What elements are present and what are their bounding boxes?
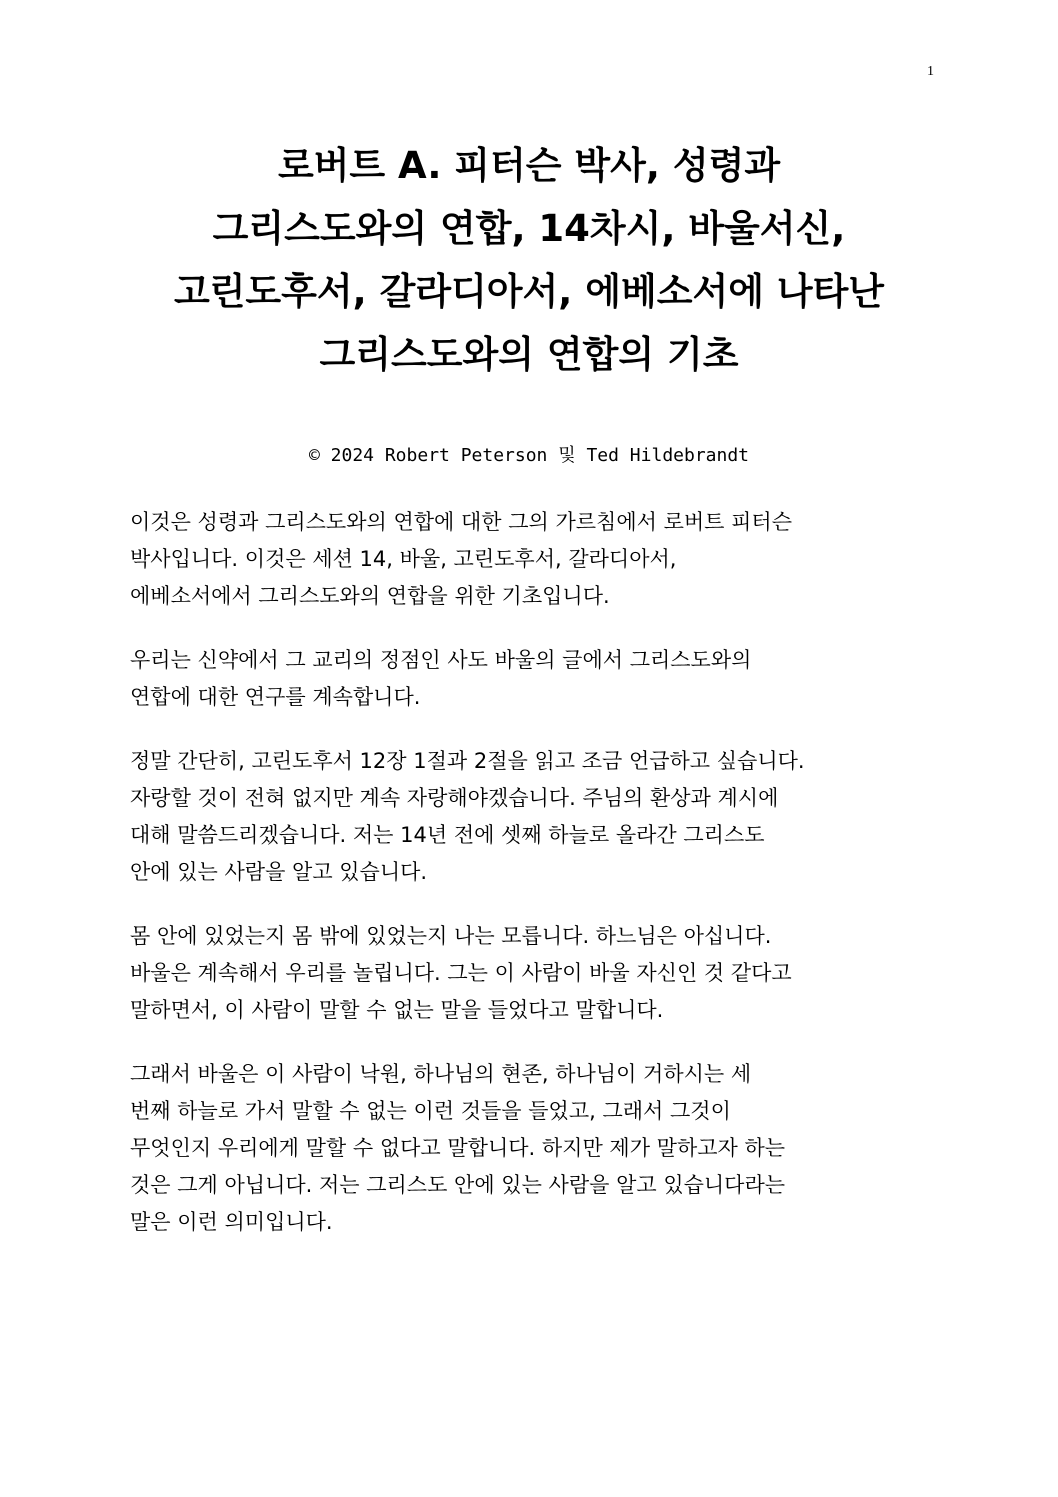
text-line: 박사입니다. 이것은 세션 14, 바울, 고린도후서, 갈라디아서,: [130, 547, 677, 571]
document-body: [130, 504, 930, 1268]
text-line: 것은 그게 아닙니다. 저는 그리스도 안에 있는 사람을 알고 있습니다라는: [130, 1173, 786, 1197]
text-line: 안에 있는 사람을 알고 있습니다.: [130, 860, 428, 884]
text-line: 말은 이런 의미입니다.: [130, 1210, 333, 1234]
text-line: 그래서 바울은 이 사람이 낙원, 하나님의 현존, 하나님이 거하시는 세: [130, 1062, 752, 1086]
paragraph-3: [130, 743, 930, 891]
paragraph-5: [130, 1056, 930, 1241]
text-line: 말하면서, 이 사람이 말할 수 없는 말을 들었다고 말합니다.: [130, 998, 664, 1022]
paragraph-1: [130, 504, 930, 615]
copyright-notice: © 2024 Robert Peterson 및 Ted Hildebrandt: [308, 445, 750, 466]
title-line: 고린도후서, 갈라디아서, 에베소서에 나타난: [173, 270, 885, 313]
title-line: 그리스도와의 연합, 14차시, 바울서신,: [212, 207, 846, 250]
title-line: 그리스도와의 연합의 기초: [319, 333, 739, 376]
text-line: 에베소서에서 그리스도와의 연합을 위한 기초입니다.: [130, 584, 610, 608]
paragraph-2: [130, 642, 930, 716]
text-line: 연합에 대한 연구를 계속합니다.: [130, 685, 421, 709]
page-number: 1: [927, 64, 934, 79]
text-line: 정말 간단히, 고린도후서 12장 1절과 2절을 읽고 조금 언급하고 싶습니다.: [130, 749, 805, 773]
title-line: 로버트 A. 피터슨 박사, 성령과: [277, 144, 781, 187]
text-line: 대해 말씀드리겠습니다. 저는 14년 전에 셋째 하늘로 올라간 그리스도: [130, 823, 765, 847]
text-line: 자랑할 것이 전혀 없지만 계속 자랑해야겠습니다. 주님의 환상과 계시에: [130, 786, 779, 810]
text-line: 바울은 계속해서 우리를 놀립니다. 그는 이 사람이 바울 자신인 것 같다고: [130, 961, 792, 985]
document-title: [100, 134, 958, 386]
text-line: 우리는 신약에서 그 교리의 정점인 사도 바울의 글에서 그리스도와의: [130, 648, 752, 672]
text-line: 몸 안에 있었는지 몸 밖에 있었는지 나는 모릅니다. 하느님은 아십니다.: [130, 924, 772, 948]
text-line: 무엇인지 우리에게 말할 수 없다고 말합니다. 하지만 제가 말하고자 하는: [130, 1136, 786, 1160]
text-line: 이것은 성령과 그리스도와의 연합에 대한 그의 가르침에서 로버트 피터슨: [130, 510, 792, 534]
paragraph-4: [130, 918, 930, 1029]
text-line: 번째 하늘로 가서 말할 수 없는 이런 것들을 들었고, 그래서 그것이: [130, 1099, 731, 1123]
